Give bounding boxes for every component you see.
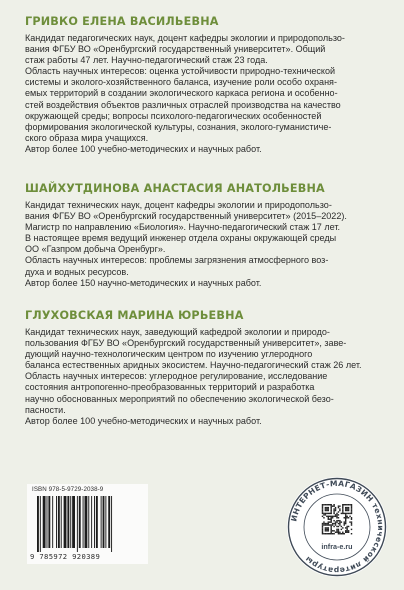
qr-module — [345, 521, 346, 522]
qr-module — [346, 507, 347, 508]
qr-module — [328, 510, 329, 511]
qr-module — [328, 530, 329, 531]
qr-module — [328, 521, 329, 522]
barcode-bar — [96, 496, 98, 548]
qr-module — [351, 521, 352, 522]
qr-module — [330, 511, 331, 512]
qr-module — [332, 516, 333, 517]
bio-line: В настоящее время ведущий инженер отдела охраны окружающей среды — [25, 233, 337, 244]
qr-module — [336, 516, 337, 517]
qr-module — [351, 517, 352, 518]
qr-module — [335, 516, 336, 517]
qr-module — [323, 524, 324, 525]
qr-module — [329, 519, 330, 520]
qr-module — [329, 533, 330, 534]
qr-module — [326, 527, 327, 528]
qr-module — [339, 533, 340, 534]
qr-module — [323, 504, 324, 505]
qr-module — [322, 505, 323, 506]
qr-module — [332, 524, 333, 525]
qr-module — [330, 532, 331, 533]
qr-module — [333, 510, 334, 511]
qr-module — [336, 521, 337, 522]
qr-module — [346, 516, 347, 517]
qr-module — [323, 523, 324, 524]
qr-module — [330, 530, 331, 531]
qr-module — [330, 507, 331, 508]
qr-module — [325, 514, 326, 515]
bio-line: Автор более 100 учебно-методических и научных работ. — [25, 415, 262, 426]
bio-line: формирования экологической культуры, сознания, эколого-гуманистиче- — [25, 121, 332, 132]
qr-module — [328, 527, 329, 528]
qr-module — [335, 524, 336, 525]
qr-module — [326, 516, 327, 517]
qr-module — [328, 513, 329, 514]
qr-module — [326, 504, 327, 505]
bio-line: Автор более 150 научно-методических и научных работ. — [25, 277, 262, 288]
qr-module — [351, 529, 352, 530]
barcode-bar — [37, 496, 39, 552]
qr-module — [332, 517, 333, 518]
qr-module — [342, 511, 343, 512]
qr-module — [345, 504, 346, 505]
qr-module — [328, 517, 329, 518]
barcode-bar — [85, 496, 88, 548]
barcode-bar — [56, 496, 57, 548]
qr-module — [330, 519, 331, 520]
qr-module — [323, 514, 324, 515]
qr-module — [322, 516, 323, 517]
qr-module — [330, 527, 331, 528]
bio-line: пользования ФГБУ ВО «Оренбургский государственный университет», заве- — [25, 338, 347, 349]
qr-module — [342, 513, 343, 514]
barcode-bar — [67, 496, 69, 548]
qr-module — [346, 529, 347, 530]
qr-module — [346, 532, 347, 533]
qr-module — [344, 524, 345, 525]
qr-module — [326, 510, 327, 511]
qr-module — [326, 513, 327, 514]
author-name: ГЛУХОВСКАЯ МАРИНА ЮРЬЕВНА — [25, 309, 244, 322]
qr-module — [348, 532, 349, 533]
qr-module — [325, 523, 326, 524]
bio-line: Область научных интересов: оценка устойчивости природно-технической — [25, 66, 336, 77]
qr-module — [339, 521, 340, 522]
qr-module — [333, 523, 334, 524]
barcode-bar — [88, 496, 89, 548]
qr-module — [330, 526, 331, 527]
qr-module — [339, 508, 340, 509]
qr-module — [328, 516, 329, 517]
barcode-bar — [72, 496, 75, 548]
qr-module — [336, 517, 337, 518]
qr-module — [328, 529, 329, 530]
qr-module — [346, 508, 347, 509]
qr-module — [335, 523, 336, 524]
qr-module — [338, 514, 339, 515]
qr-module — [325, 527, 326, 528]
isbn-barcode — [27, 484, 148, 564]
qr-module — [326, 508, 327, 509]
qr-module — [322, 504, 323, 505]
qr-module — [328, 524, 329, 525]
qr-module — [335, 514, 336, 515]
qr-module — [345, 513, 346, 514]
qr-module — [333, 508, 334, 509]
qr-module — [329, 521, 330, 522]
qr-module — [329, 524, 330, 525]
barcode-bar — [77, 496, 78, 552]
qr-module — [346, 504, 347, 505]
barcode-bar — [43, 496, 46, 548]
qr-module — [345, 508, 346, 509]
author-block-glukhovskaya — [25, 309, 375, 427]
barcode-bar — [79, 496, 81, 548]
qr-module — [348, 513, 349, 514]
bio-line: Автор более 100 учебно-методических и научных работ. — [25, 143, 262, 154]
qr-module — [346, 530, 347, 531]
qr-module — [351, 513, 352, 514]
qr-module — [333, 526, 334, 527]
barcode-bar — [40, 496, 41, 552]
qr-module — [339, 505, 340, 506]
qr-module — [348, 504, 349, 505]
qr-module — [336, 513, 337, 514]
qr-module — [341, 513, 342, 514]
qr-module — [335, 510, 336, 511]
qr-module — [325, 510, 326, 511]
qr-module — [351, 510, 352, 511]
qr-module — [344, 504, 345, 505]
qr-module — [348, 517, 349, 518]
qr-module — [344, 523, 345, 524]
qr-module — [336, 532, 337, 533]
qr-module — [332, 523, 333, 524]
qr-module — [339, 524, 340, 525]
bio-line: состояния антропогенно-преобразованных территорий и разработка — [25, 382, 315, 393]
bio-line: ского образа мира учащихся. — [25, 132, 149, 143]
author-block-grivko — [25, 15, 375, 155]
qr-module — [345, 527, 346, 528]
qr-module — [333, 513, 334, 514]
qr-module — [330, 513, 331, 514]
bio-line: пасности. — [25, 404, 66, 415]
qr-module — [338, 505, 339, 506]
qr-module — [326, 530, 327, 531]
bio-line: вания ФГБУ ВО «Оренбургский государственный университет». Общий — [25, 44, 326, 55]
qr-module — [336, 530, 337, 531]
qr-module — [348, 507, 349, 508]
qr-module — [351, 511, 352, 512]
qr-module — [345, 510, 346, 511]
author-name: ШАЙХУТДИНОВА АНАСТАСИЯ АНАТОЛЬЕВНА — [25, 182, 325, 195]
qr-module — [328, 508, 329, 509]
qr-module — [351, 508, 352, 509]
qr-module — [342, 505, 343, 506]
qr-module — [323, 513, 324, 514]
qr-module — [346, 527, 347, 528]
qr-module — [336, 514, 337, 515]
publisher-seal — [286, 476, 388, 578]
publisher-logo — [286, 476, 388, 578]
qr-module — [342, 507, 343, 508]
bio-line: Область научных интересов: углеродное регулирование, исследование — [25, 371, 328, 382]
qr-module — [326, 524, 327, 525]
qr-module — [328, 533, 329, 534]
qr-module — [325, 533, 326, 534]
qr-module — [348, 508, 349, 509]
isbn-label: ISBN 978-5-9729-2038-9 — [32, 486, 104, 493]
barcode-bar — [105, 496, 106, 548]
qr-module — [336, 526, 337, 527]
qr-module — [328, 523, 329, 524]
bio-line: баланса естественных аридных экосистем. Научно-педагогический стаж 26 лет. — [25, 360, 362, 371]
author-bio — [25, 327, 375, 427]
qr-module — [322, 530, 323, 531]
qr-module — [335, 508, 336, 509]
qr-module — [330, 533, 331, 534]
qr-module — [339, 532, 340, 533]
qr-module — [325, 508, 326, 509]
qr-module — [326, 523, 327, 524]
qr-module — [342, 508, 343, 509]
qr-module — [332, 505, 333, 506]
qr-module — [349, 516, 350, 517]
qr-module — [342, 510, 343, 511]
qr-module — [345, 523, 346, 524]
barcode-bar — [91, 496, 92, 548]
qr-module — [329, 513, 330, 514]
qr-module — [345, 514, 346, 515]
bio-line: Магистр по направлению «Биология». Научно-педагогический стаж 17 лет. — [25, 222, 341, 233]
qr-module — [325, 513, 326, 514]
bio-line: стей воздействия объектов различных отраслей производства на качество — [25, 99, 341, 110]
barcode-bar — [103, 496, 105, 548]
qr-module — [348, 526, 349, 527]
qr-module — [333, 505, 334, 506]
qr-module — [346, 513, 347, 514]
bio-line: Кандидат технических наук, заведующий кафедрой экологии и природо- — [25, 327, 330, 337]
qr-module — [326, 507, 327, 508]
qr-module — [330, 516, 331, 517]
qr-module — [335, 532, 336, 533]
qr-module — [338, 526, 339, 527]
qr-module — [332, 530, 333, 531]
qr-module — [325, 507, 326, 508]
qr-module — [328, 507, 329, 508]
qr-module — [330, 520, 331, 521]
qr-module — [329, 504, 330, 505]
qr-module — [333, 533, 334, 534]
qr-module — [344, 521, 345, 522]
author-name: ГРИВКО ЕЛЕНА ВАСИЛЬЕВНА — [25, 15, 219, 28]
qr-module — [338, 529, 339, 530]
qr-module — [335, 507, 336, 508]
qr-module — [330, 517, 331, 518]
bio-line: Область научных интересов: проблемы загрязнения атмосферного воз- — [25, 255, 329, 266]
qr-module — [330, 505, 331, 506]
qr-module — [345, 517, 346, 518]
qr-module — [336, 520, 337, 521]
qr-module — [323, 521, 324, 522]
qr-module — [333, 511, 334, 512]
qr-module — [338, 532, 339, 533]
qr-module — [346, 517, 347, 518]
barcode-bar — [58, 496, 60, 548]
qr-module — [351, 524, 352, 525]
bio-line: духа и водных ресурсов. — [25, 266, 129, 277]
qr-module — [349, 504, 350, 505]
bio-line: емых территорий в создании экологического каркаса региона и особенно- — [25, 88, 338, 99]
qr-module — [351, 519, 352, 520]
bio-line: научно обоснованных мероприятий по обеспечению экологической безо- — [25, 393, 334, 404]
author-bio — [25, 33, 375, 155]
barcode-bar — [47, 496, 48, 548]
qr-module — [344, 513, 345, 514]
qr-module — [346, 526, 347, 527]
qr-module — [338, 511, 339, 512]
qr-module — [322, 529, 323, 530]
bio-line: системы и эколого-хозяйственного баланса, изучение роли особо охраня- — [25, 77, 337, 88]
qr-module — [338, 520, 339, 521]
qr-module — [338, 507, 339, 508]
qr-module — [342, 527, 343, 528]
qr-module — [344, 517, 345, 518]
qr-module — [351, 504, 352, 505]
qr-module — [322, 524, 323, 525]
barcode-digits: 9 785972 920389 — [30, 552, 101, 561]
qr-module — [330, 504, 331, 505]
qr-module — [345, 519, 346, 520]
qr-module — [325, 529, 326, 530]
bio-line: вания ФГБУ ВО «Оренбургский государственный университет» (2015–2022). — [25, 211, 347, 222]
qr-module — [339, 510, 340, 511]
qr-module — [326, 533, 327, 534]
qr-module — [341, 526, 342, 527]
author-bio — [25, 200, 375, 289]
qr-module — [328, 519, 329, 520]
bio-line: Кандидат педагогических наук, доцент кафедры экологии и природопользо- — [25, 33, 345, 43]
qr-module — [322, 527, 323, 528]
barcode-bar — [108, 496, 110, 548]
barcode-bar — [70, 496, 71, 548]
qr-module — [341, 529, 342, 530]
qr-module — [326, 529, 327, 530]
qr-module — [341, 521, 342, 522]
qr-module — [341, 533, 342, 534]
qr-module — [338, 517, 339, 518]
qr-module — [325, 524, 326, 525]
qr-module — [329, 516, 330, 517]
qr-module — [338, 533, 339, 534]
qr-module — [330, 521, 331, 522]
qr-module — [325, 504, 326, 505]
qr-module — [339, 520, 340, 521]
qr-module — [345, 532, 346, 533]
author-block-shaikhutdinova — [25, 182, 375, 289]
qr-module — [335, 521, 336, 522]
qr-module — [345, 530, 346, 531]
qr-module — [328, 504, 329, 505]
qr-module — [330, 529, 331, 530]
qr-module — [322, 508, 323, 509]
qr-module — [351, 507, 352, 508]
qr-module — [332, 533, 333, 534]
barcode-bar — [94, 496, 95, 548]
qr-module — [322, 510, 323, 511]
qr-module — [325, 530, 326, 531]
qr-module — [342, 504, 343, 505]
qr-module — [351, 505, 352, 506]
qr-module — [333, 516, 334, 517]
barcode-bar — [52, 496, 53, 548]
qr-module — [348, 510, 349, 511]
qr-module — [336, 529, 337, 530]
qr-module — [330, 508, 331, 509]
qr-module — [342, 532, 343, 533]
qr-module — [333, 530, 334, 531]
qr-module — [342, 533, 343, 534]
bio-line: стаж работы 47 лет. Научно-педагогический стаж 23 года. — [25, 55, 268, 66]
barcode-bar — [111, 496, 112, 552]
logo-ring-text: ИНТЕРНЕТ-МАГАЗИН технической литературы — [289, 478, 386, 576]
barcode-bar — [83, 496, 84, 548]
qr-module — [323, 517, 324, 518]
barcode-bar — [61, 496, 62, 548]
qr-module — [322, 507, 323, 508]
qr-module — [348, 530, 349, 531]
qr-module — [330, 524, 331, 525]
qr-module — [351, 533, 352, 534]
qr-module — [338, 530, 339, 531]
qr-module — [330, 510, 331, 511]
logo-url: infra-e.ru — [321, 542, 353, 551]
qr-module — [323, 533, 324, 534]
qr-module — [345, 516, 346, 517]
bio-line: Кандидат технических наук, доцент кафедры экологии и природопользо- — [25, 200, 332, 210]
qr-module — [349, 513, 350, 514]
barcode-bar — [48, 496, 50, 548]
bio-line: дующий научно-технологическим центром по изучению углеродного — [25, 349, 313, 360]
qr-module — [346, 510, 347, 511]
qr-module — [344, 533, 345, 534]
qr-module — [322, 513, 323, 514]
qr-module — [339, 523, 340, 524]
qr-module — [345, 520, 346, 521]
barcode-bar — [101, 496, 102, 548]
qr-module — [349, 521, 350, 522]
qr-module — [322, 526, 323, 527]
bio-line: ОО «Газпром добыча Оренбург». — [25, 244, 166, 255]
qr-module — [345, 507, 346, 508]
qr-module — [322, 532, 323, 533]
barcode-icon — [37, 496, 141, 552]
qr-module — [322, 511, 323, 512]
bio-line: окружающей среды; вопросы психолого-педагогических особенностей — [25, 110, 322, 121]
qr-module — [322, 523, 323, 524]
barcode-bar — [64, 496, 67, 548]
qr-module — [333, 520, 334, 521]
qr-module — [338, 523, 339, 524]
qr-module — [322, 533, 323, 534]
qr-module — [351, 523, 352, 524]
qr-module — [333, 504, 334, 505]
